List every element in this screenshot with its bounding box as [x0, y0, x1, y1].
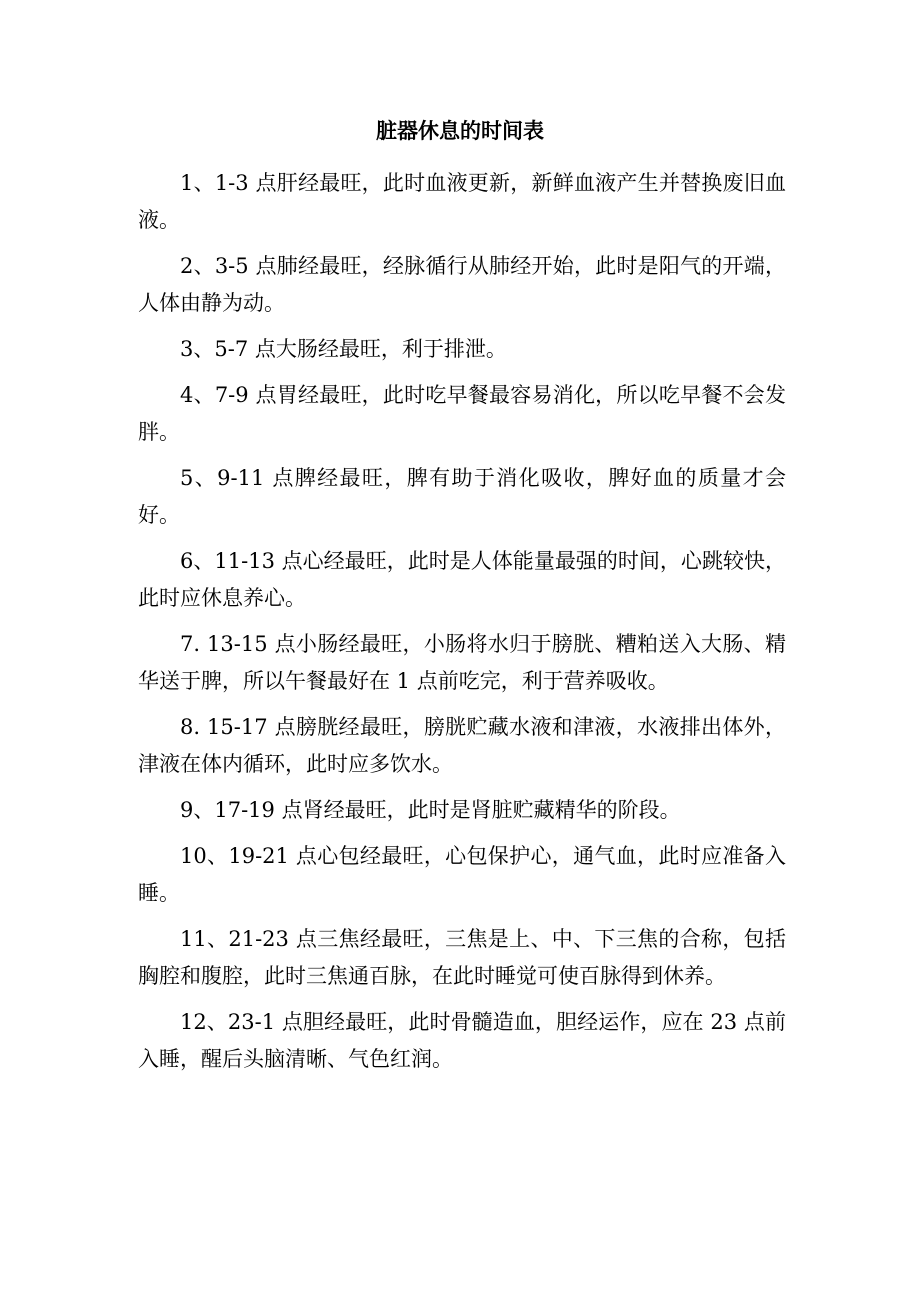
paragraph-11: 11、21-23 点三焦经最旺，三焦是上、中、下三焦的合称，包括胸腔和腹腔，此时三焦通百脉，在此时睡觉可使百脉得到休养。	[138, 927, 786, 988]
document-body	[138, 165, 786, 1087]
paragraph-3: 3、5-7 点大肠经最旺，利于排泄。	[180, 337, 507, 361]
paragraph-12: 12、23-1 点胆经最旺，此时骨髓造血，胆经运作，应在 23 点前入睡，醒后头脑清晰、气色红润。	[138, 1010, 786, 1071]
paragraph-1: 1、1-3 点肝经最旺，此时血液更新，新鲜血液产生并替换废旧血液。	[138, 171, 786, 232]
paragraph-5: 5、9-11 点脾经最旺，脾有助于消化吸收，脾好血的质量才会好。	[138, 466, 786, 527]
paragraph-6: 6、11-13 点心经最旺，此时是人体能量最强的时间，心跳较快，此时应休息养心。	[138, 549, 786, 610]
paragraph-8: 8. 15-17 点膀胱经最旺，膀胱贮藏水液和津液，水液排出体外，津液在体内循环，此时应多饮水。	[138, 715, 786, 776]
page-title: 脏器休息的时间表	[376, 118, 544, 143]
paragraph-4: 4、7-9 点胃经最旺，此时吃早餐最容易消化，所以吃早餐不会发胖。	[138, 383, 786, 444]
paragraph-9: 9、17-19 点肾经最旺，此时是肾脏贮藏精华的阶段。	[180, 798, 681, 822]
paragraph-7: 7. 13-15 点小肠经最旺，小肠将水归于膀胱、糟粕送入大肠、精华送于脾，所以午餐最好在 1 点前吃完，利于营养吸收。	[138, 632, 786, 693]
paragraph-2: 2、3-5 点肺经最旺，经脉循行从肺经开始，此时是阳气的开端，人体由静为动。	[138, 254, 786, 315]
paragraph-10: 10、19-21 点心包经最旺，心包保护心，通气血，此时应准备入睡。	[138, 844, 786, 905]
